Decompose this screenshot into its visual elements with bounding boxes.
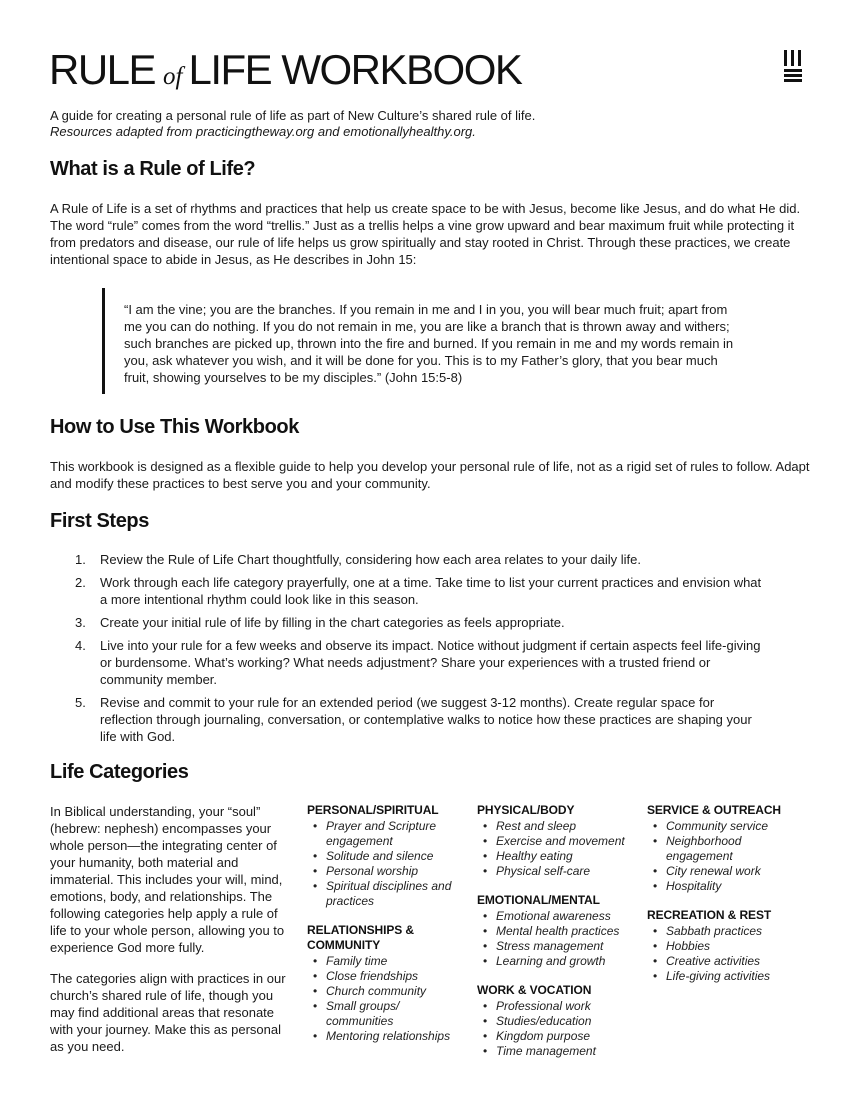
category-work-vocation [477,983,637,1059]
step-number: 5. [75,695,86,710]
category-title: RECREATION & REST [647,908,772,922]
step-number: 3. [75,615,86,630]
intro-line-1: A guide for creating a personal rule of life as part of New Culture’s shared rule of life. [50,108,536,123]
step-text: Live into your rule for a few weeks and observe its impact. Notice without judgment if certain aspects feel life-giving or burdensome. What’s working? What needs adjustment? Share your experiences with a trusted friend or community member. [100,638,761,687]
list-item: • Church community [307,984,467,999]
list-item: • Life-giving activities [647,969,807,984]
stacked-bars-logo-icon [784,50,802,82]
list-item [50,614,770,631]
list-item: • Prayer and Scripture engagement [307,819,467,849]
intro-line-2: Resources adapted from practicingtheway.org and emotionallyhealthy.org. [50,124,476,139]
category-physical-body [477,803,637,879]
title-part-of: of [163,63,183,90]
list-item: • Personal worship [307,864,467,879]
category-relationships-community [307,923,467,1044]
category-emotional-mental [477,893,637,969]
step-text: Revise and commit to your rule for an extended period (we suggest 3-12 months). Create regular space for reflection through journaling, conversation, or contemplative walks to notice how these practices are shaping your life with God. [100,695,752,744]
category-title: PERSONAL/SPIRITUAL [307,803,439,817]
list-item: • Time management [477,1044,637,1059]
list-item: • Spiritual disciplines and practices [307,879,467,909]
category-title: PHYSICAL/BODY [477,803,575,817]
list-item: • Small groups/ communities [307,999,467,1029]
life-categories-paragraph-2: The categories align with practices in our church’s shared rule of life, though you may find additional areas that resonate with your journey. Make this as personal as you need. [50,971,286,1054]
list-item: • Stress management [477,939,637,954]
step-number: 4. [75,638,86,653]
list-item: • Professional work [477,999,637,1014]
step-number: 2. [75,575,86,590]
list-item: • Neighborhood engagement [647,834,807,864]
list-item: • Rest and sleep [477,819,637,834]
title-part-life-workbook: LIFE WORKBOOK [188,46,522,93]
step-number: 1. [75,552,86,567]
intro-text [50,108,810,140]
what-paragraph: A Rule of Life is a set of rhythms and practices that help us create space to be with Jesus, become like Jesus, and do what He did. The word “rule” comes from the word “trellis.” Just as a trellis helps a vine grow upward and bear maximum fruit while protecting it from predators and disease, our rule of life helps us grow spiritually and stay rooted in Christ. Through these practices, we create intentional space to abide in Jesus, as He describes in John 15: [50,201,801,267]
quote-bar [102,288,105,394]
category-recreation-rest [647,908,807,984]
category-title: SERVICE & OUTREACH [647,803,781,817]
list-item [50,574,770,608]
list-item: • Hobbies [647,939,807,954]
list-item: • Close friendships [307,969,467,984]
list-item: • Solitude and silence [307,849,467,864]
list-item [50,637,770,688]
page-title [49,46,521,92]
category-column-2 [477,803,637,1073]
section-heading-what: What is a Rule of Life? [50,158,256,180]
list-item: • Mental health practices [477,924,637,939]
list-item: • Healthy eating [477,849,637,864]
category-personal-spiritual [307,803,467,909]
list-item: • Physical self-care [477,864,637,879]
list-item: • Sabbath practices [647,924,807,939]
section-heading-how: How to Use This Workbook [50,416,299,438]
category-service-outreach [647,803,807,894]
list-item: • Family time [307,954,467,969]
list-item: • City renewal work [647,864,807,879]
list-item: • Emotional awareness [477,909,637,924]
list-item: • Community service [647,819,807,834]
john-15-quote: “I am the vine; you are the branches. If you remain in me and I in you, you will bear much fruit; apart from me you can do nothing. If you do not remain in me, you are like a branch that is thrown away and withers; such branches are picked up, thrown into the fire and burned. If you remain in me and my words remain in you, ask whatever you wish, and it will be done for you. This is to my Father’s glory, that you bear much fruit, showing yourselves to be my disciples.” (John 15:5-8) [124,302,734,385]
list-item: • Studies/education [477,1014,637,1029]
list-item [50,694,770,745]
step-text: Work through each life category prayerfully, one at a time. Take time to list your current practices and envision what a more intentional rhythm could look like in this season. [100,575,762,607]
title-part-rule: RULE [49,46,156,93]
list-item: • Exercise and movement [477,834,637,849]
list-item [50,551,770,568]
list-item: • Creative activities [647,954,807,969]
step-text: Create your initial rule of life by filling in the chart categories as feels appropriate. [100,615,565,630]
list-item: • Mentoring relationships [307,1029,467,1044]
list-item: • Learning and growth [477,954,637,969]
category-title: WORK & VOCATION [477,983,592,997]
section-heading-life-categories: Life Categories [50,761,189,783]
category-column-1 [307,803,467,1058]
first-steps-list [50,551,770,751]
category-column-3 [647,803,807,998]
category-title: EMOTIONAL/MENTAL [477,893,600,907]
list-item: • Hospitality [647,879,807,894]
section-heading-first-steps: First Steps [50,510,149,532]
category-title: RELATIONSHIPS & COMMUNITY [307,923,414,952]
list-item: • Kingdom purpose [477,1029,637,1044]
how-paragraph: This workbook is designed as a flexible guide to help you develop your personal rule of life, not as a rigid set of rules to follow. Adapt and modify these practices to best serve you and your community. [50,459,810,491]
step-text: Review the Rule of Life Chart thoughtfully, considering how each area relates to your daily life. [100,552,641,567]
life-categories-paragraph-1: In Biblical understanding, your “soul” (hebrew: nephesh) encompasses your whole person—the integrating center of your humanity, both material and immaterial. This includes your will, mind, emotions, body, and relationships. The following categories help apply a rule of life to your whole person, allowing you to experience God more fully. [50,804,285,955]
